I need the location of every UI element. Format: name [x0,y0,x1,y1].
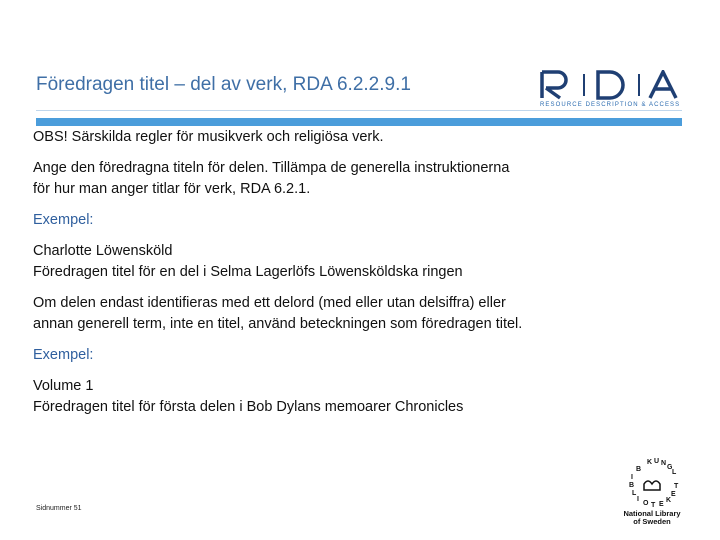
svg-text:I: I [631,474,633,481]
svg-text:N: N [661,460,667,467]
svg-text:B: B [636,466,642,473]
rda-letters-mark [538,70,680,100]
note-text: OBS! Särskilda regler för musikverk och religiösa verk. [33,129,384,145]
svg-text:O: O [643,500,649,507]
page-number: Sidnummer 51 [36,505,82,512]
header-divider-line [36,110,682,111]
note-paragraph [33,127,673,148]
svg-text:K: K [647,459,653,466]
instruction-line-1: Ange den föredragna titeln för delen. Tillämpa de generella instruktionerna [33,160,510,176]
example-1-title: Charlotte Löwensköld [33,243,173,259]
slide-body [33,127,673,428]
rule-paragraph [33,293,673,335]
svg-text:U: U [654,458,660,465]
kb-caption [612,510,692,526]
example-label-2 [33,345,673,366]
svg-text:I: I [637,496,639,503]
example-2 [33,376,673,418]
instruction-line-2: för hur man anger titlar för verk, RDA 6.2.1. [33,181,311,197]
rule-line-1: Om delen endast identifieras med ett delord (med eller utan delsiffra) eller [33,295,506,311]
kb-caption-line-1: National Library [623,509,681,518]
example-2-explanation: Föredragen titel för första delen i Bob Dylans memoarer Chronicles [33,399,464,415]
svg-text:T: T [674,483,679,490]
svg-text:T: T [651,502,656,509]
slide-title: Föredragen titel – del av verk, RDA 6.2.2.9.1 [36,74,411,95]
svg-text:G: G [667,464,673,471]
rule-line-2: annan generell term, inte en titel, använd beteckningen som föredragen titel. [33,316,523,332]
svg-text:B: B [629,482,635,489]
example-label-text: Exempel: [33,347,94,363]
example-label-text: Exempel: [33,212,94,228]
svg-text:L: L [632,490,637,497]
example-1 [33,241,673,283]
instruction-paragraph [33,158,673,200]
svg-text:K: K [666,497,672,504]
rda-logo [538,70,680,114]
example-2-title: Volume 1 [33,378,94,394]
kb-caption-line-2: of Sweden [633,517,671,526]
example-label-1 [33,210,673,231]
rda-tagline: RESOURCE DESCRIPTION & ACCESS [540,102,681,108]
example-1-explanation: Föredragen titel för en del i Selma Lagerlöfs Löwensköldska ringen [33,264,463,280]
svg-text:L: L [672,469,677,476]
svg-text:E: E [671,491,676,498]
header-accent-bar [36,118,682,126]
svg-text:E: E [659,501,664,508]
